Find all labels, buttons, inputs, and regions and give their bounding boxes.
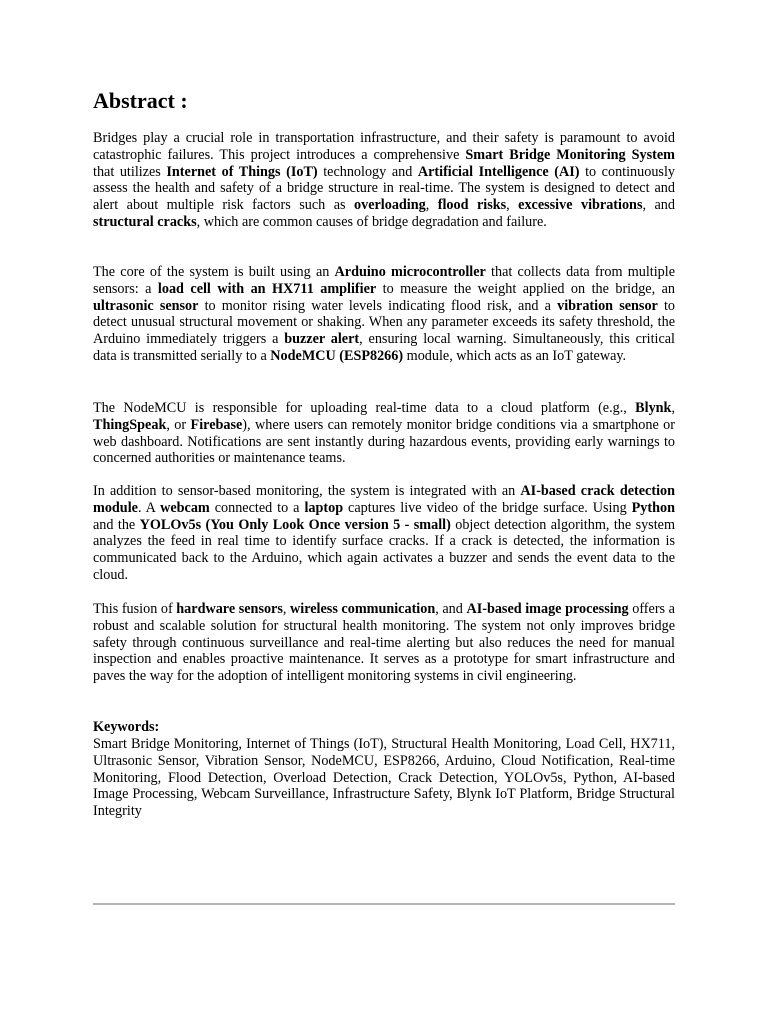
text-run: that utilizes xyxy=(93,163,167,180)
text-run: , or xyxy=(166,416,191,433)
abstract-paragraph-5 xyxy=(93,601,675,685)
bold-term: Firebase xyxy=(190,416,243,433)
bold-term: Smart Bridge Monitoring System xyxy=(465,146,675,163)
text-run: that collects data from multiple sensors: a xyxy=(93,264,675,297)
text-run: module, which acts as an IoT gateway. xyxy=(403,347,627,364)
text-run: object detection algorithm, the system analyzes the feed in real time to identify surface cracks. If a crack is detected, the information is communicated back to the Arduino, which again activates a buzzer and sends the event data to the cloud. xyxy=(93,516,675,583)
text-run: The NodeMCU is responsible for uploading real-time data to a cloud platform (e.g., xyxy=(93,400,636,416)
abstract-paragraph-4 xyxy=(93,483,675,584)
bold-term: Artificial Intelligence (AI) xyxy=(417,163,580,180)
text-run: , which are common causes of bridge degradation and failure. xyxy=(196,213,547,230)
text-run: to measure the weight applied on the bridge, an xyxy=(376,280,675,297)
text-run: to continuously assess the health and safety of a bridge structure in real-time. The system is designed to detect and alert about multiple risk factors such as xyxy=(93,163,675,214)
bold-term: Arduino microcontroller xyxy=(334,264,486,280)
bold-term: Python xyxy=(631,499,675,516)
bold-term: structural cracks xyxy=(93,213,197,230)
text-run: . A xyxy=(137,499,161,516)
bold-term: load cell with an HX711 amplifier xyxy=(157,280,377,297)
text-run: , and xyxy=(435,601,467,617)
abstract-paragraph-2 xyxy=(93,264,675,365)
bold-term: AI-based crack detection module xyxy=(93,483,675,516)
text-run: , ensuring local warning. Simultaneously, this critical data is transmitted serially to a xyxy=(93,331,675,364)
text-run: , xyxy=(671,400,675,416)
text-run: , xyxy=(506,197,519,214)
text-run: captures live video of the bridge surface. Using xyxy=(343,499,632,516)
bold-term: overloading xyxy=(354,197,426,214)
text-run: and the xyxy=(93,516,140,533)
bold-term: ThingSpeak xyxy=(93,416,167,433)
text-run: , and xyxy=(642,197,675,214)
abstract-paragraph-1 xyxy=(93,130,675,231)
text-run: connected to a xyxy=(209,499,305,516)
bold-term: webcam xyxy=(160,499,210,516)
text-run: to monitor rising water levels indicating flood risk, and a xyxy=(198,297,558,314)
bold-term: NodeMCU (ESP8266) xyxy=(270,347,404,364)
text-run: technology and xyxy=(317,163,418,180)
text-run: to detect unusual structural movement or shaking. When any parameter exceeds its safety threshold, the Arduino immediately triggers a xyxy=(93,297,676,348)
bold-term: ultrasonic sensor xyxy=(93,297,199,314)
page-title: Abstract : xyxy=(93,88,188,113)
bold-term: Blynk xyxy=(635,400,672,416)
bold-term: hardware sensors xyxy=(176,601,283,617)
document-page xyxy=(93,0,675,1024)
bold-term: laptop xyxy=(304,499,344,516)
bold-term: AI-based image processing xyxy=(466,601,629,617)
footer-divider xyxy=(93,903,675,905)
bold-term: buzzer alert xyxy=(284,331,360,348)
keywords-heading: Keywords: xyxy=(93,719,160,735)
text-run: , xyxy=(425,197,438,214)
text-run: The core of the system is built using an xyxy=(93,264,335,280)
bold-term: wireless communication xyxy=(290,601,436,617)
text-run: Bridges play a crucial role in transportation infrastructure, and their safety is paramount to avoid catastrophic failures. This project introduces a comprehensive xyxy=(93,130,675,163)
bold-term: YOLOv5s (You Only Look Once version 5 - small) xyxy=(139,516,451,533)
text-run: , xyxy=(282,601,291,617)
text-run: offers a robust and scalable solution for structural health monitoring. The system not only improves bridge safety through continuous surveillance and real-time alerting but also reduces the need for manual inspection and enables proactive maintenance. It serves as a prototype for smart infrastructure and paves the way for the adoption of intelligent monitoring systems in civil engineering. xyxy=(93,601,675,685)
keywords-text: Smart Bridge Monitoring, Internet of Things (IoT), Structural Health Monitoring, Load Cell, HX711, Ultrasonic Sensor, Vibration Sensor, NodeMCU, ESP8266, Arduino, Cloud Notification, Real-time Monitoring, Flood Detection, Overload Detection, Crack Detection, YOLOv5s, Python, AI-based Image Processing, Webcam Surveillance, Infrastructure Safety, Blynk IoT Platform, Bridge Structural Integrity xyxy=(93,736,675,820)
bold-term: Internet of Things (IoT) xyxy=(166,163,318,180)
bold-term: vibration sensor xyxy=(557,297,658,314)
bold-term: excessive vibrations xyxy=(518,197,643,214)
abstract-paragraph-3 xyxy=(93,400,675,467)
text-run: ), where users can remotely monitor bridge conditions via a smartphone or web dashboard. Notifications are sent instantly during hazardous events, providing early warnings to concerned authorities or maintenance teams. xyxy=(93,416,675,467)
bold-term: flood risks xyxy=(437,197,507,214)
text-run: This fusion of xyxy=(93,601,177,617)
text-run: In addition to sensor-based monitoring, the system is integrated with an xyxy=(93,483,521,499)
